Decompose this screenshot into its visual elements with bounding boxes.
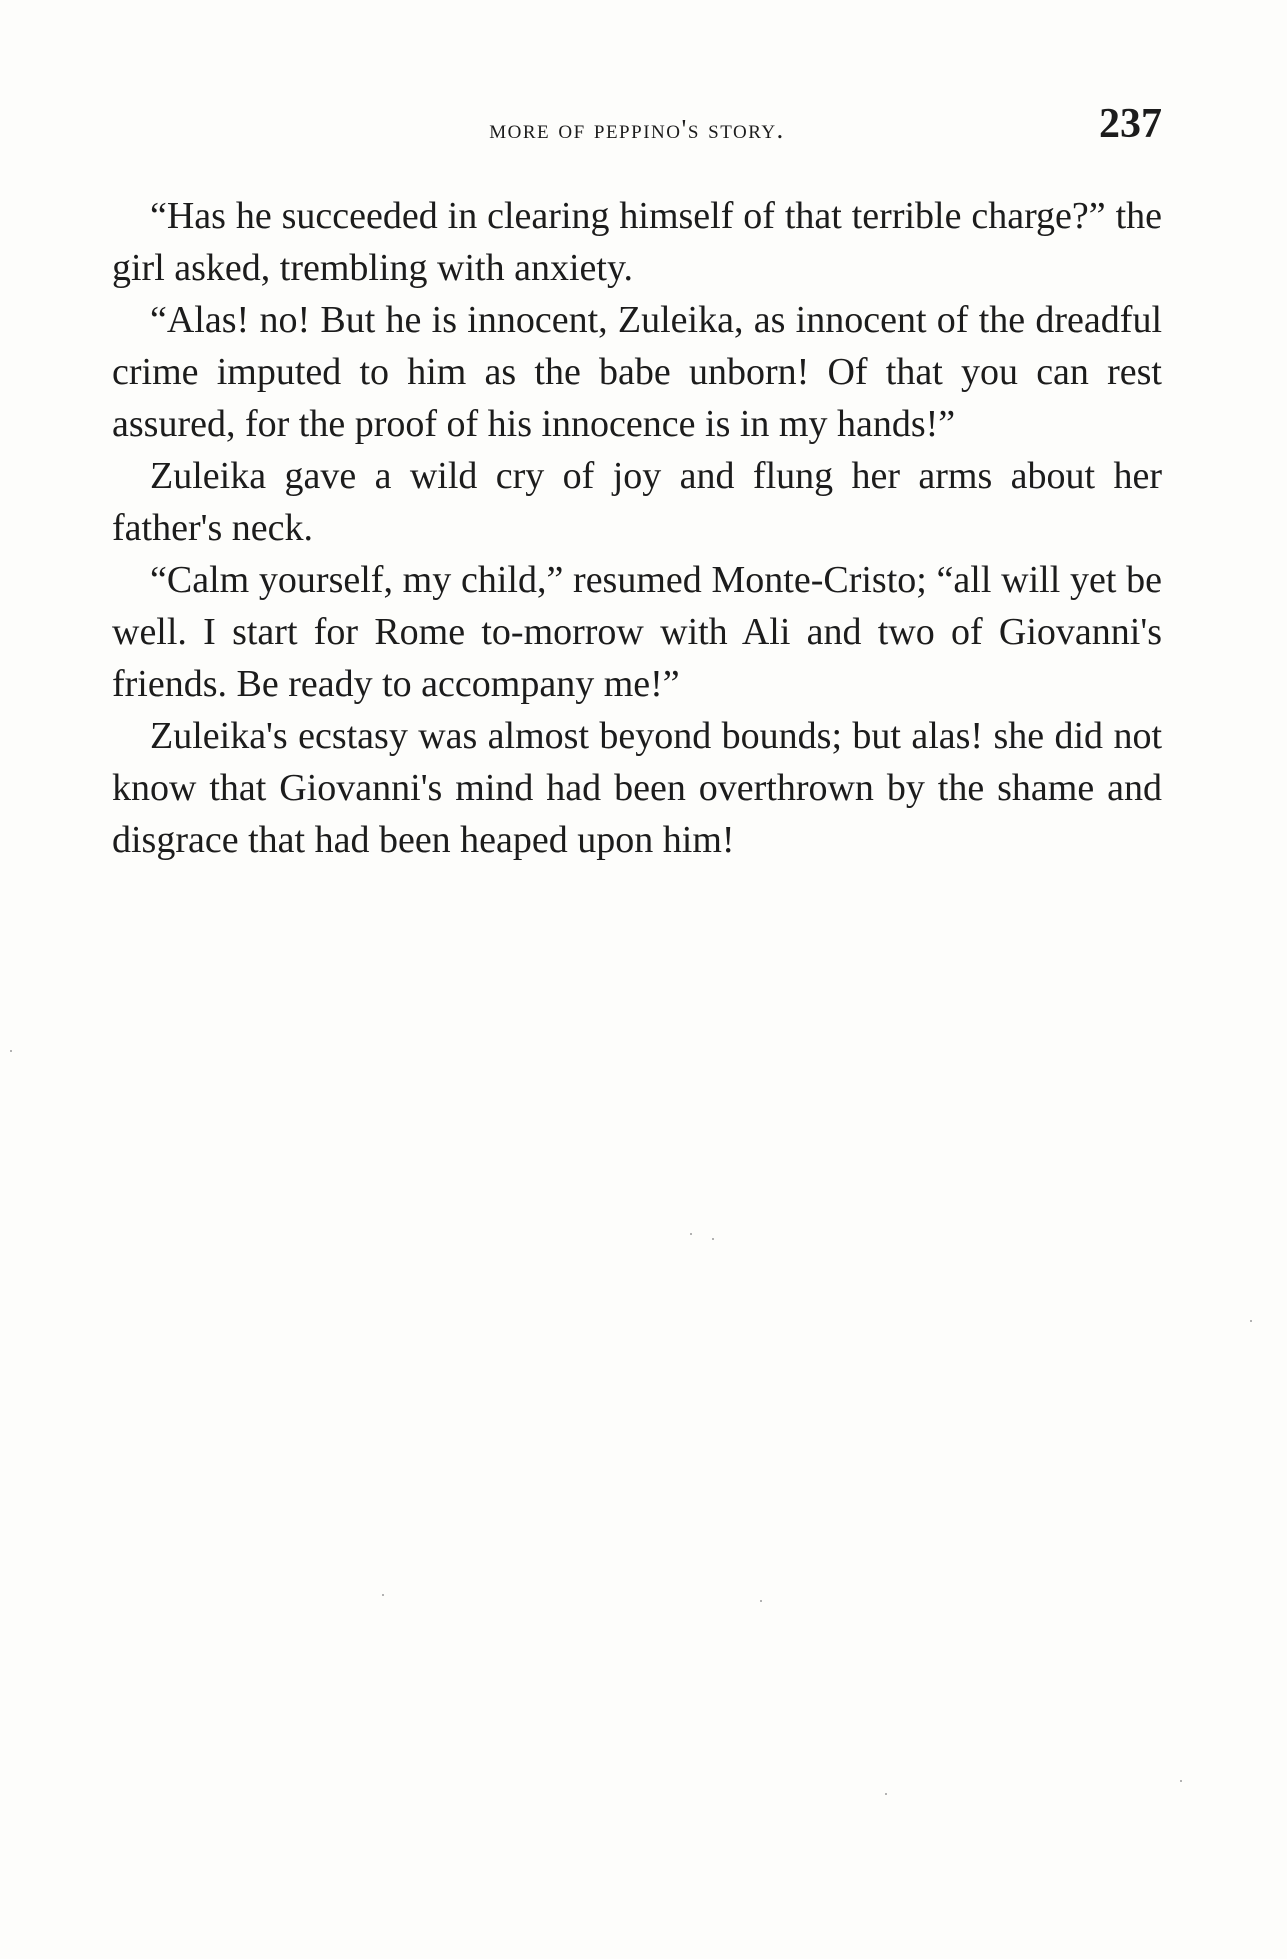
paper-speck: [690, 1233, 692, 1235]
paragraph-5: Zuleika's ecstasy was almost beyond bounds; but alas! she did not know that Giovanni's mind had been overthrown by the shame and disgrace that had been heaped upon him!: [112, 715, 1162, 861]
page-number: 237: [1099, 101, 1162, 147]
paper-speck: [382, 1594, 384, 1596]
paper-speck: [10, 1050, 12, 1052]
running-head: [112, 100, 1162, 160]
paper-speck: [885, 1793, 887, 1795]
paragraph-1: “Has he succeeded in clearing himself of that terrible charge?” the girl asked, trembling with anxiety.: [112, 195, 1162, 289]
running-title: more of peppino's story.: [489, 114, 785, 144]
paper-speck: [1180, 1780, 1182, 1782]
paper-speck: [760, 1600, 762, 1602]
paper-speck: [1250, 1320, 1252, 1322]
paper-speck: [712, 1238, 714, 1240]
paragraph-4: “Calm yourself, my child,” resumed Monte-Cristo; “all will yet be well. I start for Rome to-morrow with Ali and two of Giovanni's friends. Be ready to accompany me!”: [112, 559, 1162, 705]
paragraph-3: Zuleika gave a wild cry of joy and flung her arms about her father's neck.: [112, 455, 1162, 549]
paragraph-2: “Alas! no! But he is innocent, Zuleika, as innocent of the dreadful crime imputed to him as the babe unborn! Of that you can rest assured, for the proof of his innocence is in my hands!”: [112, 299, 1162, 445]
body-text: [112, 190, 1162, 866]
